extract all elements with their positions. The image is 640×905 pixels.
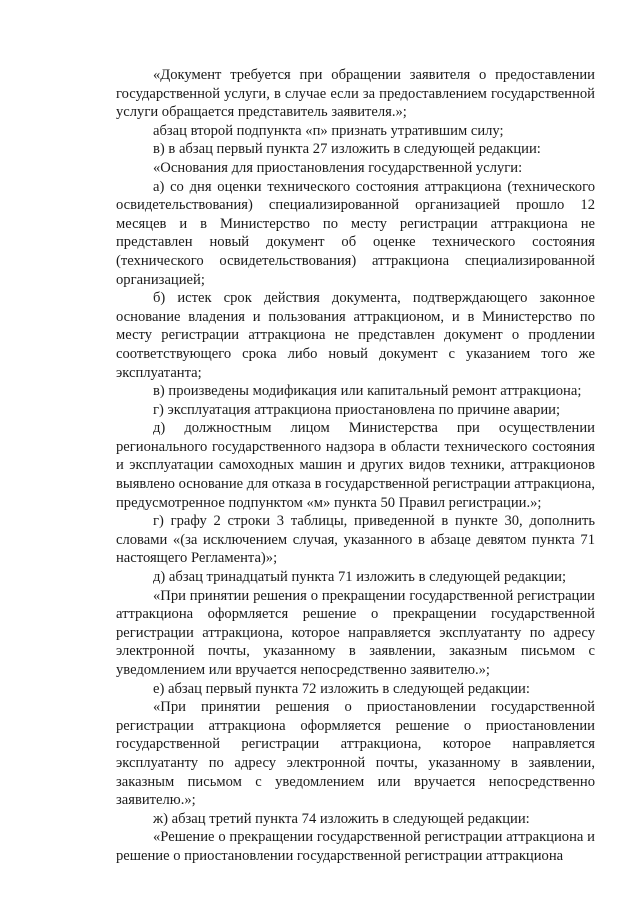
paragraph-ground-a: а) со дня оценки технического состояния аттракциона (технического освидетельствования) специализированной организацией прошло 12 месяцев и в Министерство по месту регистрации аттракциона не представлен новый документ об оценке технического состояния (технического освидетельствования) аттракциона специализированной организацией; bbox=[116, 178, 595, 288]
document-body bbox=[116, 66, 595, 866]
paragraph-decision-text: «Решение о прекращении государственной регистрации аттракциона и решение о приостановлении государственной регистрации аттракциона bbox=[116, 829, 595, 864]
paragraph-ground-v: в) произведены модификация или капитальный ремонт аттракциона; bbox=[153, 383, 582, 400]
paragraph-item-zh-point-74: ж) абзац третий пункта 74 изложить в следующей редакции: bbox=[153, 810, 530, 827]
paragraph-item-g-point-30: г) графу 2 строки 3 таблицы, приведенной в пункте 30, дополнить словами «(за исключением случая, указанного в абзаце девятом пункта 71 настоящего Регламента)»; bbox=[116, 513, 595, 567]
paragraph-document-requirement: «Документ требуется при обращении заявителя о предоставлении государственной услуги, в случае если за предоставлением государственной услуги обращается представитель заявителя.»; bbox=[116, 67, 595, 121]
paragraph-termination-decision: «При принятии решения о прекращении государственной регистрации аттракциона оформляется решение о прекращении государственной регистрации аттракциона, которое направляется эксплуатанту по адресу электронной почты, указанному в заявлении, заказным письмом с уведомлением или вручается непосредственно заявителю.»; bbox=[116, 587, 595, 678]
paragraph-subpoint-p-invalid: абзац второй подпункта «п» признать утратившим силу; bbox=[153, 122, 504, 139]
paragraph-item-d-point-71: д) абзац тринадцатый пункта 71 изложить в следующей редакции; bbox=[153, 569, 567, 586]
paragraph-item-v-point-27: в) в абзац первый пункта 27 изложить в следующей редакции: bbox=[153, 141, 541, 158]
paragraph-suspension-grounds: «Основания для приостановления государственной услуги: bbox=[153, 159, 523, 176]
paragraph-item-e-point-72: е) абзац первый пункта 72 изложить в следующей редакции: bbox=[153, 680, 530, 697]
paragraph-ground-d: д) должностным лицом Министерства при осуществлении регионального государственного надзора в области технического состояния и эксплуатации самоходных машин и других видов техники, аттракционов выявлено основание для отказа в государственной регистрации аттракциона, предусмотренное подпунктом «м» пункта 50 Правил регистрации.»; bbox=[116, 420, 595, 511]
paragraph-ground-g: г) эксплуатация аттракциона приостановлена по причине аварии; bbox=[153, 401, 560, 418]
paragraph-ground-b: б) истек срок действия документа, подтверждающего законное основание владения и пользования аттракционом, и в Министерство по месту регистрации аттракциона не представлен документ о продлении соответствующего срока либо новый документ с указанием того же эксплуатанта; bbox=[116, 290, 595, 381]
paragraph-suspension-decision: «При принятии решения о приостановлении государственной регистрации аттракциона оформляется решение о приостановлении государственной регистрации аттракциона, которое направляется эксплуатанту по адресу электронной почты, указанному в заявлении, заказным письмом с уведомлением или вручается непосредственно заявителю.»; bbox=[116, 699, 595, 809]
